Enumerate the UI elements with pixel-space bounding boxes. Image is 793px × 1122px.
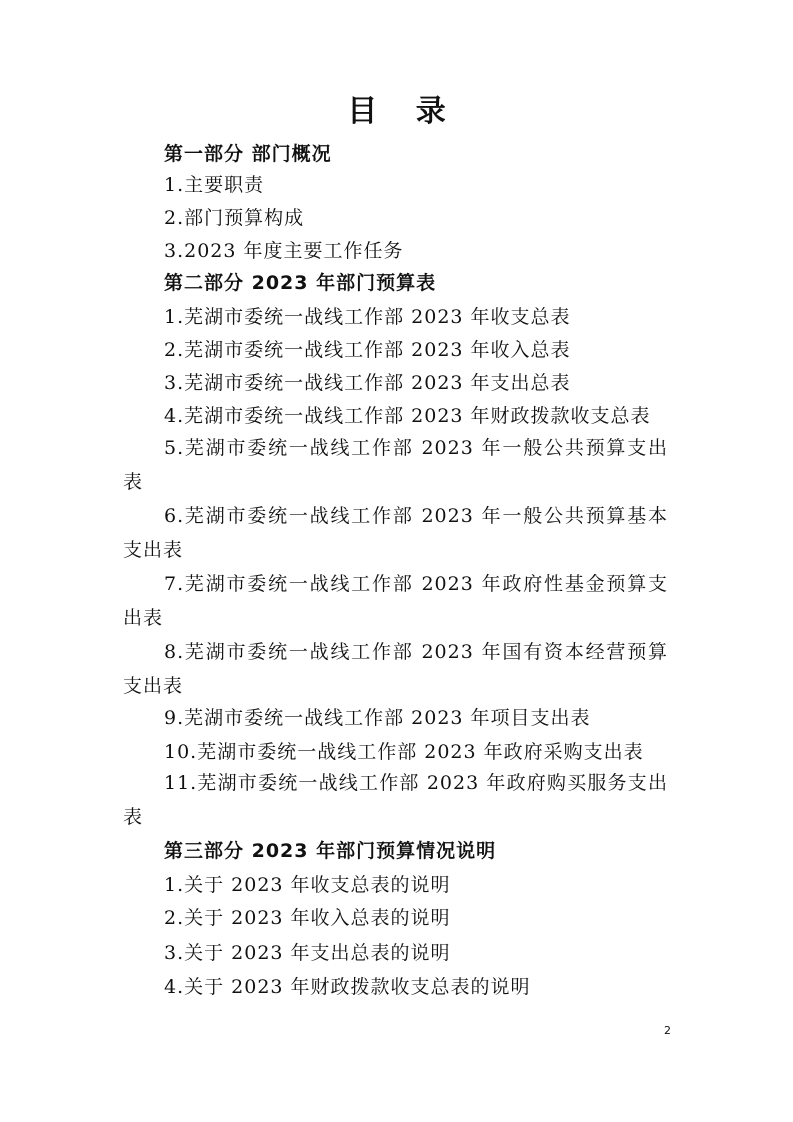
toc-item: 4.关于 2023 年财政拨款收支总表的说明	[164, 976, 531, 998]
toc-item: 3.芜湖市委统一战线工作部 2023 年支出总表	[164, 372, 571, 394]
toc-item: 2.关于 2023 年收入总表的说明	[164, 907, 451, 929]
toc-item: 3.关于 2023 年支出总表的说明	[164, 942, 451, 964]
toc-item: 10.芜湖市委统一战线工作部 2023 年政府采购支出表	[164, 741, 644, 763]
toc-item: 1.主要职责	[164, 174, 265, 196]
toc-item: 2.芜湖市委统一战线工作部 2023 年收入总表	[164, 339, 571, 361]
toc-item: 3.2023 年度主要工作任务	[164, 240, 404, 262]
toc-item: 1.关于 2023 年收支总表的说明	[164, 874, 451, 896]
part1-heading: 第一部分 部门概况	[164, 143, 332, 165]
toc-item: 7.芜湖市委统一战线工作部 2023 年政府性基金预算支出表	[123, 573, 668, 629]
page-title: 目 录	[347, 94, 460, 129]
toc-item: 4.芜湖市委统一战线工作部 2023 年财政拨款收支总表	[164, 405, 651, 427]
toc-item: 2.部门预算构成	[164, 207, 305, 229]
toc-item: 8.芜湖市委统一战线工作部 2023 年国有资本经营预算支出表	[123, 641, 668, 697]
toc-item: 5.芜湖市委统一战线工作部 2023 年一般公共预算支出表	[123, 437, 668, 493]
page-number: 2	[664, 1024, 671, 1037]
toc-item: 1.芜湖市委统一战线工作部 2023 年收支总表	[164, 306, 571, 328]
toc-item: 9.芜湖市委统一战线工作部 2023 年项目支出表	[164, 707, 591, 729]
toc-item: 6.芜湖市委统一战线工作部 2023 年一般公共预算基本支出表	[123, 505, 668, 561]
toc-item: 11.芜湖市委统一战线工作部 2023 年政府购买服务支出表	[123, 772, 668, 828]
part3-heading: 第三部分 2023 年部门预算情况说明	[164, 840, 497, 862]
part2-heading: 第二部分 2023 年部门预算表	[164, 272, 437, 294]
